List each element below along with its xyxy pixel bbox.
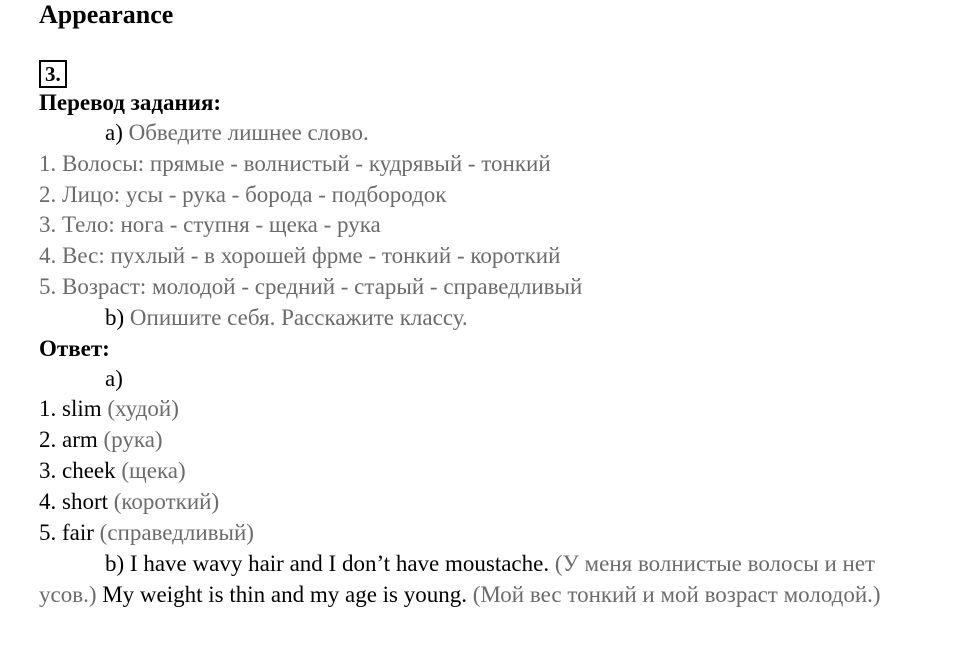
answer-item xyxy=(39,425,939,456)
translation-item: 1. Волосы: прямые - волнистый - кудрявый - тонкий xyxy=(39,150,551,176)
answer-heading: Ответ: xyxy=(39,335,110,361)
part-a-instruction: Обведите лишнее слово. xyxy=(122,120,369,145)
answer-translation: (справедливый) xyxy=(93,519,254,545)
part-b-russian-1: (У меня волнистые волосы и нет усов.) xyxy=(39,551,876,608)
translation-item: 3. Тело: нога - ступня - щека - рука xyxy=(39,212,381,238)
translation-item: 4. Вес: пухлый - в хорошей фрме - тонкий - короткий xyxy=(39,243,561,269)
answer-part-b-paragraph xyxy=(39,548,929,610)
answer-word: 5. fair xyxy=(39,519,94,545)
answer-item xyxy=(39,518,939,549)
answer-word: 1. slim xyxy=(39,396,102,422)
answer-translation: (рука) xyxy=(97,427,163,453)
document-page xyxy=(39,0,939,610)
part-b-answer-marker: b) xyxy=(105,551,125,577)
part-b-english-1: I have wavy hair and I don’t have moustache. xyxy=(124,551,550,577)
part-b-marker: b) xyxy=(105,304,125,330)
translation-heading: Перевод задания: xyxy=(39,90,222,115)
answer-word: 3. cheek xyxy=(39,457,116,483)
task-number-box: 3. xyxy=(39,60,67,88)
answer-part-a-marker: a) xyxy=(105,365,123,391)
answer-item xyxy=(39,394,939,425)
translation-part-a xyxy=(39,118,939,149)
page-title: Appearance xyxy=(39,0,174,29)
answer-word: 2. arm xyxy=(39,427,98,453)
translation-item: 5. Возраст: молодой - средний - старый - справедливый xyxy=(39,273,583,299)
part-b-russian-2: (Мой вес тонкий и мой возраст молодой.) xyxy=(467,582,881,608)
answer-translation: (щека) xyxy=(115,457,186,483)
part-a-marker: а) xyxy=(105,120,123,145)
answer-translation: (короткий) xyxy=(108,488,220,514)
answer-item xyxy=(39,487,939,518)
translation-part-b xyxy=(39,303,939,334)
answer-item xyxy=(39,456,939,487)
translation-item: 2. Лицо: усы - рука - борода - подбородок xyxy=(39,181,447,207)
part-b-instruction: Опишите себя. Расскажите классу. xyxy=(124,304,468,330)
answer-word: 4. short xyxy=(39,488,108,514)
answer-translation: (худой) xyxy=(101,396,179,422)
part-b-english-2: My weight is thin and my age is young. xyxy=(96,582,468,608)
